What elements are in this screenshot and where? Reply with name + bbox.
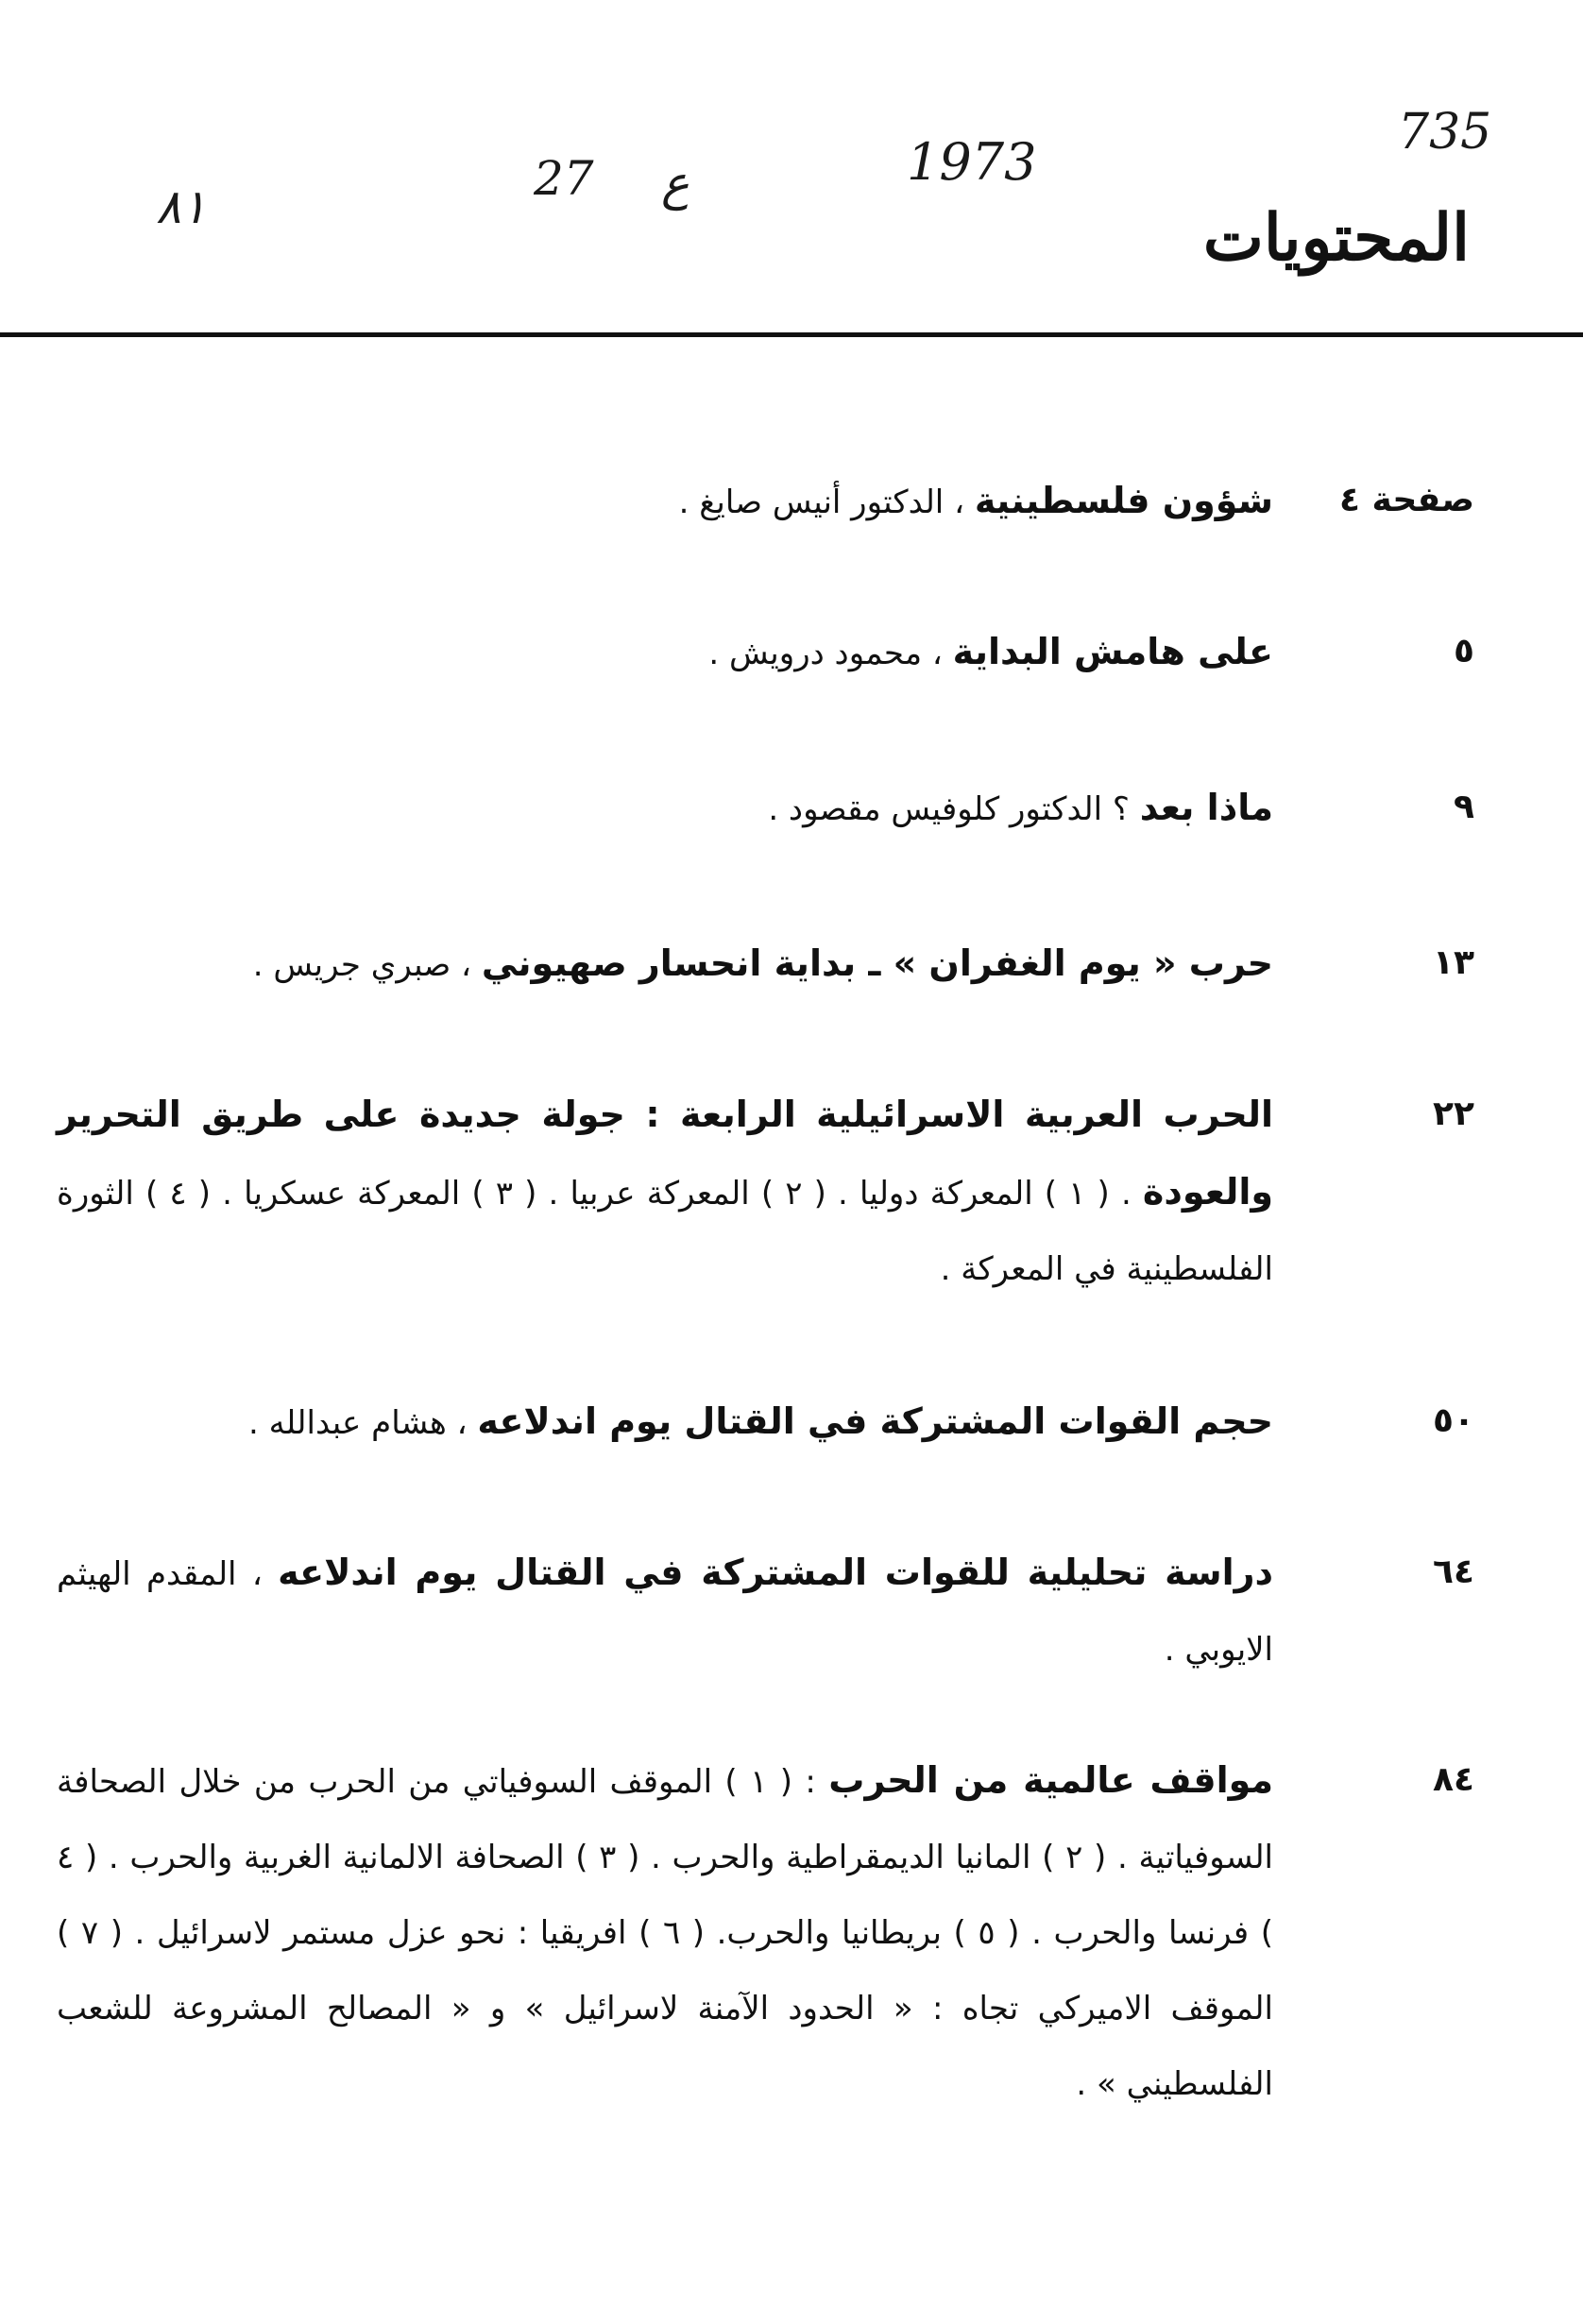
toc-description: ، المقدم الهيثم الايوبي . bbox=[57, 1555, 1273, 1669]
toc-page-number: ٥٠ bbox=[1433, 1401, 1474, 1440]
toc-title: على هامش البداية bbox=[952, 631, 1273, 672]
toc-description: ، هشام عبدالله . bbox=[248, 1404, 478, 1442]
toc-title: حرب « يوم الغفران » ـ بداية انحسار صهيوني bbox=[481, 942, 1273, 984]
toc-title: دراسة تحليلية للقوات المشتركة في القتال يوم اندلاعه bbox=[278, 1552, 1273, 1593]
toc-description: ، صبري جريس . bbox=[252, 946, 482, 984]
toc-page-number: ٩ bbox=[1454, 788, 1474, 826]
toc-description: : ( ١ ) الموقف السوفياتي من الحرب من خلال الصحافة السوفياتية . ( ٢ ) المانيا الديمقراطية والحرب . ( ٣ ) الصحافة الالمانية الغربية والحرب . ( ٤ ) فرنسا والحرب . ( ٥ ) بريطانيا والحرب. ( ٦ ) افريقيا : نحو عزل مستمر لاسرائيل . ( ٧ ) الموقف الاميركي تجاه : « الحدود الآمنة لاسرائيل » و « المصالح المشروعة للشعب الفلسطيني » . bbox=[57, 1763, 1273, 2103]
toc-description: . ( ١ ) المعركة دوليا . ( ٢ ) المعركة عربيا . ( ٣ ) المعركة عسكريا . ( ٤ ) الثورة الفلسطينية في المعركة . bbox=[57, 1175, 1273, 1288]
toc-page-number: ٢٢ bbox=[1433, 1094, 1474, 1133]
toc-description: ، محمود درويش . bbox=[708, 635, 953, 672]
handwritten-date-year: 1973 bbox=[907, 132, 1037, 192]
toc-page-number: صفحة ٤ bbox=[1339, 481, 1474, 519]
page-title: المحتويات bbox=[1202, 200, 1470, 276]
toc-page-number: ٥ bbox=[1454, 632, 1474, 670]
handwritten-date-month: ع bbox=[661, 156, 689, 211]
toc-page-number: ٨٤ bbox=[1433, 1760, 1474, 1799]
toc-title: ماذا بعد bbox=[1139, 787, 1273, 828]
toc-description: ، الدكتور أنيس صايغ . bbox=[678, 483, 975, 521]
handwritten-date-day: 27 bbox=[534, 151, 594, 206]
toc-title: مواقف عالمية من الحرب bbox=[828, 1759, 1273, 1801]
toc-title: شؤون فلسطينية bbox=[974, 480, 1273, 521]
handwritten-page-number: 735 bbox=[1398, 104, 1492, 161]
handwritten-page-arabic: ٨١ bbox=[156, 179, 207, 234]
toc-description: ؟ الدكتور كلوفيس مقصود . bbox=[768, 790, 1140, 828]
toc-page-number: ٦٤ bbox=[1433, 1552, 1474, 1591]
toc-title: حجم القوات المشتركة في القتال يوم اندلاعه bbox=[477, 1400, 1273, 1442]
toc-page-number: ١٣ bbox=[1433, 943, 1474, 982]
toc-title: الحرب العربية الاسرائيلية الرابعة : جولة جديدة على طريق التحرير والعودة bbox=[57, 1094, 1274, 1213]
header-divider bbox=[0, 332, 1583, 337]
